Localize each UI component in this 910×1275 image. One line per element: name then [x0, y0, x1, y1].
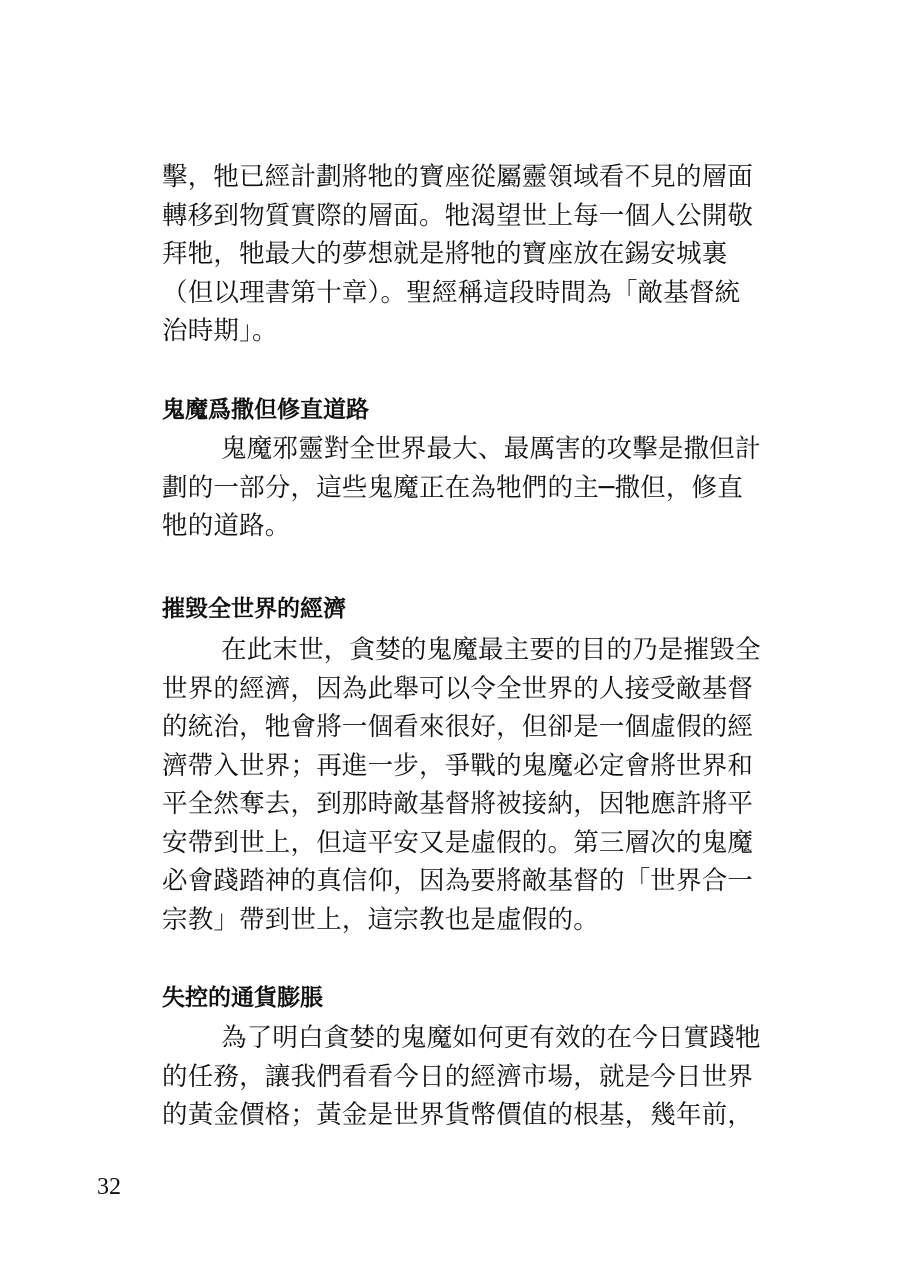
text-line: 在此末世，貪婪的鬼魔最主要的目的乃是摧毀全 [221, 635, 761, 665]
section-heading: 摧毀全世界的經濟 [162, 596, 346, 622]
text-line: 的黃金價格；黃金是世界貨幣價值的根基，幾年前， [162, 1100, 754, 1130]
section-heading: 鬼魔爲撒但修直道路 [162, 397, 369, 423]
text-line: 安帶到世上，但這平安又是虛假的。第三層次的鬼魔 [162, 827, 754, 858]
section-heading: 失控的通貨膨脹 [162, 985, 323, 1011]
text-line: 濟帶入世界；再進一步，爭戰的鬼魔必定會將世界和 [162, 750, 754, 781]
text-line: （但以理書第十章）。聖經稱這段時間為「敵基督統 [162, 277, 741, 308]
text-line: 牠的道路。 [162, 511, 291, 541]
paragraph-continued [162, 158, 752, 351]
text-line: 擊，牠已經計劃將牠的寶座從屬靈領域看不見的層面 [162, 162, 754, 192]
text-line: 轉移到物質實際的層面。牠渴望世上每一個人公開敬 [162, 200, 754, 231]
text-line: 平全然奪去，到那時敵基督將被接納，因牠應許將平 [162, 789, 754, 819]
text-line: 必會踐踏神的真信仰，因為要將敵基督的「世界合一 [162, 866, 754, 896]
text-line: 治時期」。 [162, 316, 278, 346]
section-paragraph [162, 631, 761, 939]
text-line: 世界的經濟，因為此舉可以令全世界的人接受敵基督 [162, 673, 754, 704]
text-line: 的任務，讓我們看看今日的經濟市場，就是今日世界 [162, 1061, 754, 1092]
text-line: 為了明白貪婪的鬼魔如何更有效的在今日實踐牠 [221, 1023, 761, 1053]
page-number: 32 [97, 1174, 121, 1200]
text-line: 的統治，牠會將一個看來很好，但卻是一個虛假的經 [162, 712, 754, 742]
text-line: 拜牠，牠最大的夢想就是將牠的寶座放在錫安城裏 [162, 239, 728, 269]
section-paragraph [162, 430, 761, 546]
text-line: 劃的一部分，這些鬼魔正在為牠們的主─撒但，修直 [162, 472, 743, 503]
text-line: 鬼魔邪靈對全世界最大、最厲害的攻擊是撒但計 [221, 434, 761, 464]
text-line: 宗教」帶到世上，這宗教也是虛假的。 [162, 904, 599, 935]
section-paragraph [162, 1019, 761, 1135]
